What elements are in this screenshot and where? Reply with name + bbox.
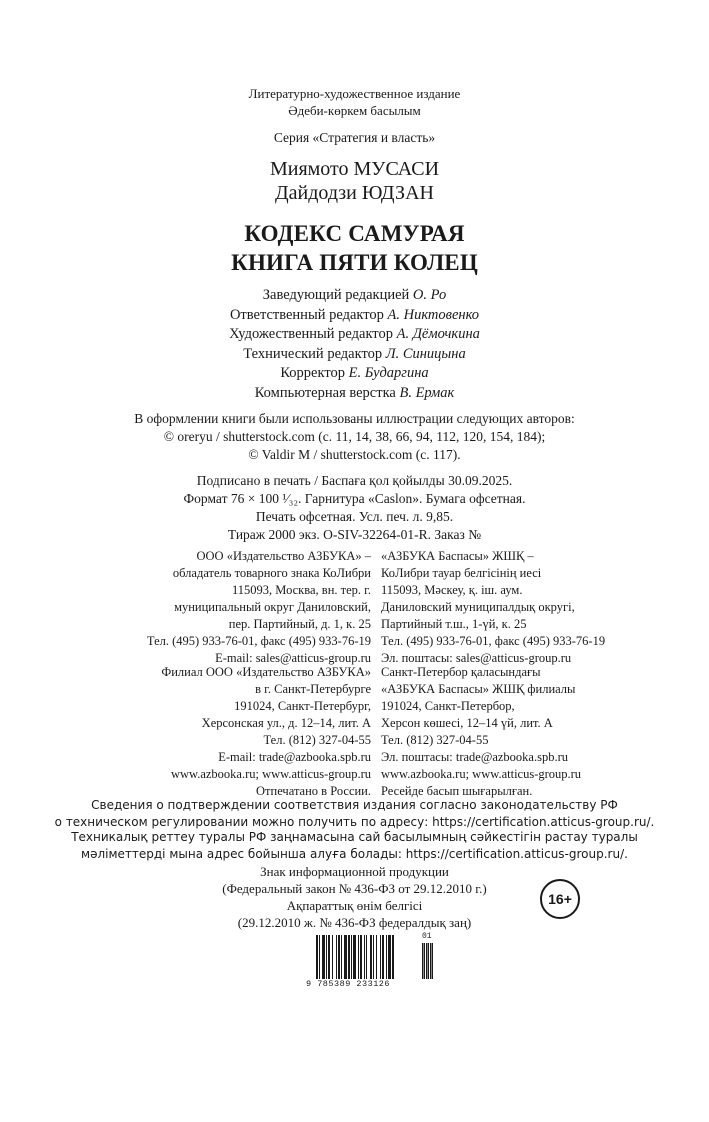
edition-type-ru: Литературно-художественное издание — [248, 86, 461, 101]
staff-entry: Компьютерная верстка В. Ермак — [254, 384, 455, 401]
book-title: КОДЕКС САМУРАЯ — [244, 221, 465, 246]
publisher-ru: ООО «Издательство АЗБУКА» – обладатель товарного знака КоЛибри 115093, Москва, вн. тер. г. муниципальный округ Даниловский, пер. Партийный, д. 1, к. 25 Тел. (495) 933-76-01, факс (495) 933-76-19 E-mail: sales@atticus-group.ru — [146, 549, 371, 665]
edition-type-kz: Әдеби-көркем басылым — [288, 103, 421, 118]
barcode-digits: 9 785389 233126 — [306, 979, 391, 989]
staff-entry: Корректор Е. Бударгина — [280, 365, 429, 381]
staff-entry: Заведующий редакцией О. Ро — [262, 287, 447, 303]
info-mark: Знак информационной продукции (Федеральный закон № 436-ФЗ от 29.12.2010 г.) Ақпараттық өнім белгісі (29.12.2010 ж. № 436-ФЗ федералдық заң) — [222, 864, 487, 930]
authors-block — [0, 157, 709, 205]
certification-ru: Сведения о подтверждении соответствия издания согласно законодательству РФ о техническом регулировании можно получить по адресу: https://certification.atticus-group.ru/. — [54, 798, 655, 829]
staff-entry: Технический редактор Л. Синицына — [243, 345, 466, 362]
age-rating-badge: 16+ — [540, 879, 580, 919]
staff-entry: Ответственный редактор А. Никтовенко — [229, 306, 480, 323]
print-info: Подписано в печать / Баспаға қол қойылды 30.09.2025. Формат 76 × 100 ¹⁄₃₂. Гарнитура «Caslon». Бумага офсетная. Печать офсетная. Усл. печ. л. 9,85. Тираж 2000 экз. O-SIV-32264-01-R. Заказ № — [183, 473, 526, 542]
author: Дайдодзи ЮДЗАН — [275, 182, 434, 204]
publisher-kz: «АЗБУКА Баспасы» ЖШҚ – КоЛибри тауар белгісінің иесі 115093, Мәскеу, қ. іш. аум. Даниловский муниципалдық округі, Партийный т.ш., 1-үй, к. 25 Тел. (495) 933-76-01, факс (495) 933-76-19 Эл. поштасы: sales@atticus-group.ru — [381, 549, 606, 665]
branch-kz: Санкт-Петербор қаласындағы «АЗБУКА Баспасы» ЖШҚ филиалы 191024, Санкт-Петербор, Херсон көшесі, 12–14 үй, лит. А Тел. (812) 327-04-55 Эл. поштасы: trade@azbooka.spb.ru www.azbooka.ru; www.atticus-group.ru Ресейде басып шығарылған. — [381, 665, 582, 798]
branch-ru: Филиал ООО «Издательство АЗБУКА» в г. Санкт-Петербурге 191024, Санкт-Петербург, Херсонская ул., д. 12–14, лит. А Тел. (812) 327-04-55 E-mail: trade@azbooka.spb.ru www.azbooka.ru; www.atticus-group.ru Отпечатано в России. — [161, 665, 371, 798]
book-title-block — [0, 219, 709, 277]
staff-entry: Художественный редактор А. Дёмочкина — [229, 326, 480, 342]
book-title: КНИГА ПЯТИ КОЛЕЦ — [231, 250, 478, 275]
illustration-credits: В оформлении книги были использованы иллюстрации следующих авторов: © oreryu / shutterstock.com (с. 11, 14, 38, 66, 94, 112, 120, 154, 184); © Valdir M / shutterstock.com (с. 117). — [134, 411, 575, 462]
edition-type-block — [0, 85, 709, 119]
certification-kz: Техникалық реттеу туралы РФ заңнамасына сай басылымның сәйкестігін растау туралы мәліметтерді мына адрес бойынша алуға болады: https://certification.atticus-group.ru/. — [71, 830, 638, 861]
author: Миямото МУСАСИ — [269, 158, 440, 180]
barcode-addon: 01 — [422, 932, 432, 941]
series: Серия «Стратегия и власть» — [273, 130, 436, 145]
staff-list — [0, 286, 709, 403]
